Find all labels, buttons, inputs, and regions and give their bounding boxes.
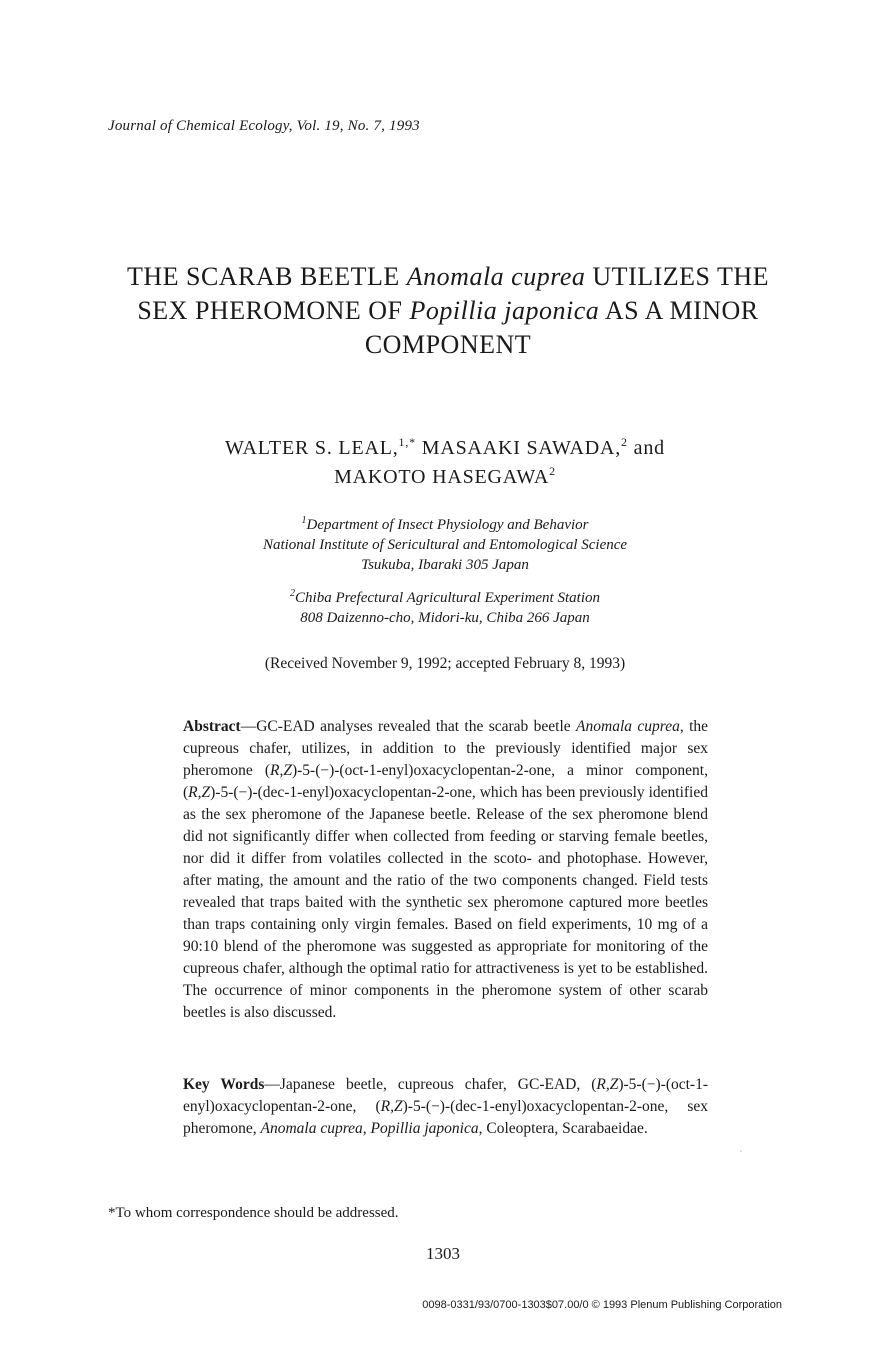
key-words-text: )-5-(−)-(dec-1-enyl)oxacyclopentan-2-one, sex pheromone, [183, 1098, 708, 1137]
abstract-text: )-5-(−)-(dec-1-enyl)oxacyclopentan-2-one, which has been previously identified as the sex pheromone of the Japanese beetle. Release of the sex pheromone blend did not significantly differ when collected from feeding or starving female beetles, nor did it differ from volatiles collected in the scoto- and photophase. However, after mating, the amount and the ratio of the two components changed. Field tests revealed that traps baited with the synthetic sex pheromone captured more beetles than traps containing only virgin females. Based on field experiments, 10 mg of a 90:10 blend of the pheromone was suggested as appropriate for monitoring of the cupreous chafer, although the optimal ratio for attractiveness is yet to be established. The occurrence of minor components in the pheromone system of other scarab beetles is also discussed. [183, 784, 708, 1021]
key-words-stereo: R,Z [380, 1098, 403, 1115]
author-name: MASAAKI SAWADA, [415, 437, 622, 459]
author-list [140, 434, 750, 492]
affiliation-superscript: 2 [290, 588, 296, 599]
affiliation-department: Department of Insect Physiology and Behavior [306, 517, 589, 533]
author-superscript: 1,* [398, 435, 416, 449]
title-text: THE SCARAB BEETLE [126, 262, 407, 291]
key-words-text: , Coleoptera, Scarabaeidae. [478, 1120, 648, 1137]
author-superscript: 2 [621, 435, 628, 449]
page-number: 1303 [426, 1244, 460, 1263]
affiliation-line [140, 515, 750, 535]
received-dates: (Received November 9, 1992; accepted February 8, 1993) [264, 655, 626, 672]
key-words-text: —Japanese beetle, cupreous chafer, GC-EAD, ( [264, 1076, 597, 1093]
affiliation-station: Chiba Prefectural Agricultural Experiment Station [295, 590, 600, 606]
abstract-stereo: R,Z [270, 762, 292, 779]
scan-speck [740, 1150, 742, 1152]
abstract-text: )-5-(−)-(oct-1-enyl)oxacyclopentan-2-one, a minor component, ( [183, 762, 708, 801]
affiliation-superscript: 1 [301, 515, 307, 526]
abstract-text: , the cupreous chafer, utilizes, in addition to the previously identified major sex pheromone ( [183, 718, 709, 779]
key-words-species: Popillia japonica [370, 1120, 479, 1137]
abstract-label: Abstract [183, 718, 241, 735]
affiliation-line [140, 588, 750, 608]
paper-title [100, 260, 796, 362]
title-species-1: Anomala cuprea [406, 262, 586, 291]
author-name: MAKOTO HASEGAWA [334, 466, 550, 488]
affiliation-1 [140, 515, 750, 575]
affiliation-2 [140, 588, 750, 628]
abstract-text: —GC-EAD analyses revealed that the scarab beetle [240, 718, 577, 735]
copyright-line: 0098-0331/93/0700-1303$07.00/0 © 1993 Plenum Publishing Corporation [422, 1299, 782, 1311]
title-species-2: Popillia japonica [409, 296, 600, 325]
journal-header: Journal of Chemical Ecology, Vol. 19, No. 7, 1993 [108, 118, 420, 134]
affiliation-address: 808 Daizenno-cho, Midori-ku, Chiba 266 Japan [300, 610, 590, 626]
affiliation-location: Tsukuba, Ibaraki 305 Japan [361, 557, 529, 573]
author-name: WALTER S. LEAL, [225, 437, 399, 459]
key-words-label: Key Words [183, 1076, 265, 1093]
key-words-species: Anomala cuprea [260, 1120, 363, 1137]
key-words-text: )-5-(−)-(oct-1-enyl)oxacyclopentan-2-one, ( [183, 1076, 708, 1115]
key-words [183, 1074, 708, 1140]
affiliation-institute: National Institute of Sericultural and Entomological Science [262, 537, 628, 553]
author-conjunction: and [627, 437, 665, 459]
key-words-text: , [362, 1120, 371, 1137]
abstract-species: Anomala cuprea [576, 718, 680, 735]
key-words-stereo: R,Z [596, 1076, 619, 1093]
abstract-stereo: R,Z [188, 784, 211, 801]
correspondence-footnote: *To whom correspondence should be addressed. [108, 1205, 399, 1221]
title-text: UTILIZES THE SEX PHEROMONE OF [137, 262, 770, 325]
abstract [183, 716, 708, 1024]
title-text: AS A MINOR COMPONENT [364, 296, 759, 359]
author-superscript: 2 [549, 464, 556, 478]
